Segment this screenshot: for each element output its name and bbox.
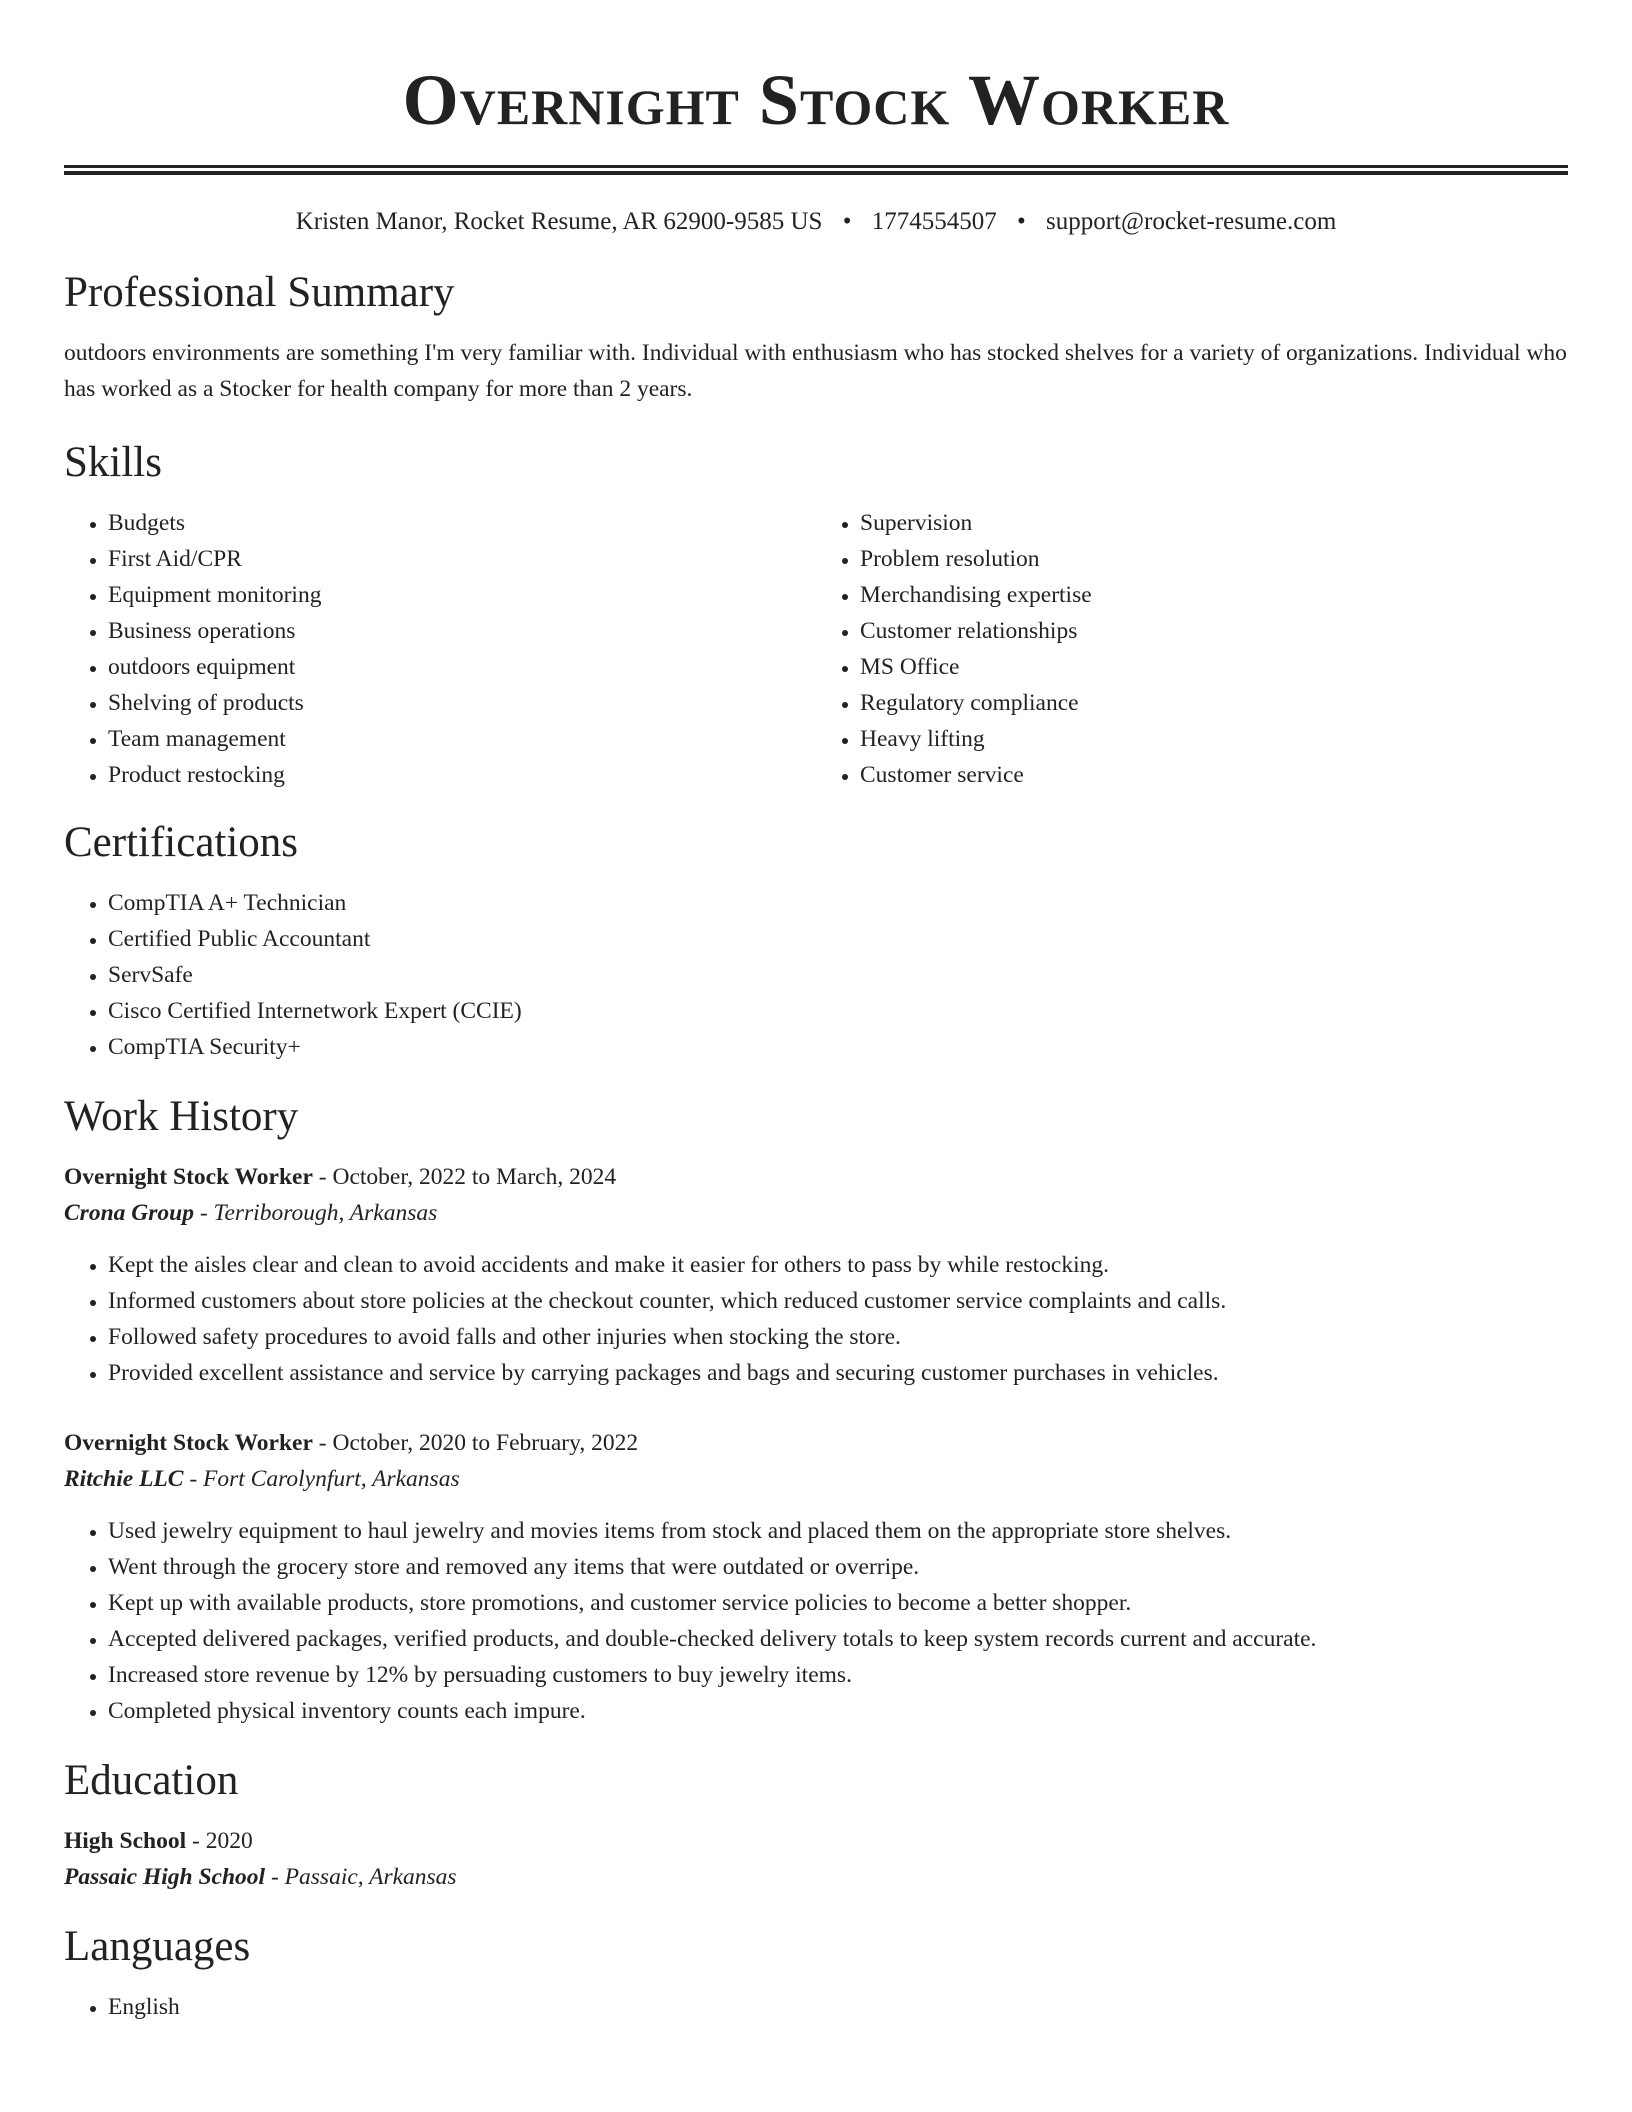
skills-heading: Skills	[64, 439, 162, 486]
list-item: • Kept the aisles clear and clean to avoid accidents and make it easier for others to pass by while restocking.	[108, 1247, 1568, 1283]
job-company-line	[64, 1195, 1568, 1231]
list-item: • Informed customers about store policies at the checkout counter, which reduced customer service complaints and calls.	[108, 1283, 1568, 1319]
certifications-section	[64, 815, 1568, 1065]
list-item: • Accepted delivered packages, verified products, and double-checked delivery totals to keep system records current and accurate.	[108, 1621, 1568, 1657]
job-title-line	[64, 1425, 1568, 1461]
list-item: • Heavy lifting	[860, 721, 1568, 757]
joiner: -	[186, 1828, 206, 1854]
list-item: • MS Office	[860, 649, 1568, 685]
contact-separator: •	[1016, 208, 1026, 235]
skills-columns	[64, 505, 1568, 793]
list-item: • Regulatory compliance	[860, 685, 1568, 721]
list-item: • Certified Public Accountant	[108, 921, 1568, 957]
summary-section	[64, 265, 1568, 407]
job-location: Fort Carolynfurt, Arkansas	[203, 1466, 460, 1492]
list-item: • Equipment monitoring	[108, 577, 816, 613]
contact-line	[64, 205, 1568, 239]
summary-heading: Professional Summary	[64, 269, 455, 316]
list-item: • Kept up with available products, store promotions, and customer service policies to become a better shopper.	[108, 1585, 1568, 1621]
title-double-rule	[64, 165, 1568, 175]
joiner: -	[193, 1200, 214, 1226]
list-item: • outdoors equipment	[108, 649, 816, 685]
list-item: • Went through the grocery store and removed any items that were outdated or overripe.	[108, 1549, 1568, 1585]
list-item: • Budgets	[108, 505, 816, 541]
contact-phone: 1774554507	[871, 208, 997, 235]
list-item: • Customer relationships	[860, 613, 1568, 649]
list-item: • CompTIA A+ Technician	[108, 885, 1568, 921]
job-company-line	[64, 1461, 1568, 1497]
job-dates: October, 2022 to March, 2024	[332, 1164, 617, 1190]
joiner: -	[312, 1164, 333, 1190]
job-company: Crona Group	[64, 1200, 194, 1226]
certifications-heading: Certifications	[64, 819, 299, 866]
job-company: Ritchie LLC	[64, 1466, 184, 1492]
list-item: • Business operations	[108, 613, 816, 649]
list-item: • ServSafe	[108, 957, 1568, 993]
summary-text: outdoors environments are something I'm very familiar with. Individual with enthusiasm who has stocked shelves for a variety of organizations. Individual who has worked as a Stocker for health company for more than 2 years.	[64, 340, 1567, 402]
list-item: • Shelving of products	[108, 685, 816, 721]
job-title: Overnight Stock Worker	[64, 1164, 313, 1190]
job-entry	[64, 1425, 1568, 1729]
job-dates: October, 2020 to February, 2022	[332, 1430, 639, 1456]
work-history-section	[64, 1089, 1568, 1729]
job-location: Terriborough, Arkansas	[213, 1200, 438, 1226]
list-item: • First Aid/CPR	[108, 541, 816, 577]
list-item: • Problem resolution	[860, 541, 1568, 577]
education-school: Passaic High School	[64, 1864, 266, 1890]
resume-title: Overnight Stock Worker	[402, 60, 1230, 140]
joiner: -	[312, 1430, 333, 1456]
job-entry	[64, 1159, 1568, 1391]
education-year: 2020	[205, 1828, 253, 1854]
list-item: • Provided excellent assistance and service by carrying packages and bags and securing customer purchases in vehicles.	[108, 1355, 1568, 1391]
list-item: • English	[108, 1989, 1568, 2025]
skills-section	[64, 435, 1568, 793]
job-bullet-list	[64, 1513, 1568, 1729]
education-school-line	[64, 1859, 1568, 1895]
job-title-line	[64, 1159, 1568, 1195]
list-item: • Supervision	[860, 505, 1568, 541]
languages-list	[64, 1989, 1568, 2025]
education-degree: High School	[64, 1828, 187, 1854]
skills-list-right	[816, 505, 1568, 793]
list-item: • CompTIA Security+	[108, 1029, 1568, 1065]
joiner: -	[183, 1466, 204, 1492]
job-title: Overnight Stock Worker	[64, 1430, 313, 1456]
list-item: • Team management	[108, 721, 816, 757]
certifications-list	[64, 885, 1568, 1065]
education-section	[64, 1753, 1568, 1895]
list-item: • Cisco Certified Internetwork Expert (CCIE)	[108, 993, 1568, 1029]
list-item: • Increased store revenue by 12% by persuading customers to buy jewelry items.	[108, 1657, 1568, 1693]
contact-address: Kristen Manor, Rocket Resume, AR 62900-9585 US	[295, 208, 823, 235]
languages-heading: Languages	[64, 1923, 251, 1970]
education-entry	[64, 1823, 1568, 1895]
languages-section	[64, 1919, 1568, 2025]
skills-list-left	[64, 505, 816, 793]
joiner: -	[265, 1864, 285, 1890]
list-item: • Customer service	[860, 757, 1568, 793]
list-item: • Used jewelry equipment to haul jewelry and movies items from stock and placed them on the appropriate store shelves.	[108, 1513, 1568, 1549]
list-item: • Completed physical inventory counts each impure.	[108, 1693, 1568, 1729]
contact-separator: •	[842, 208, 852, 235]
list-item: • Followed safety procedures to avoid falls and other injuries when stocking the store.	[108, 1319, 1568, 1355]
contact-email: support@rocket-resume.com	[1045, 208, 1337, 235]
list-item: • Merchandising expertise	[860, 577, 1568, 613]
job-bullet-list	[64, 1247, 1568, 1391]
education-heading: Education	[64, 1757, 239, 1804]
list-item: • Product restocking	[108, 757, 816, 793]
work-history-heading: Work History	[64, 1093, 299, 1140]
resume-page	[64, 0, 1568, 2025]
education-degree-line	[64, 1823, 1568, 1859]
education-location: Passaic, Arkansas	[284, 1864, 457, 1890]
